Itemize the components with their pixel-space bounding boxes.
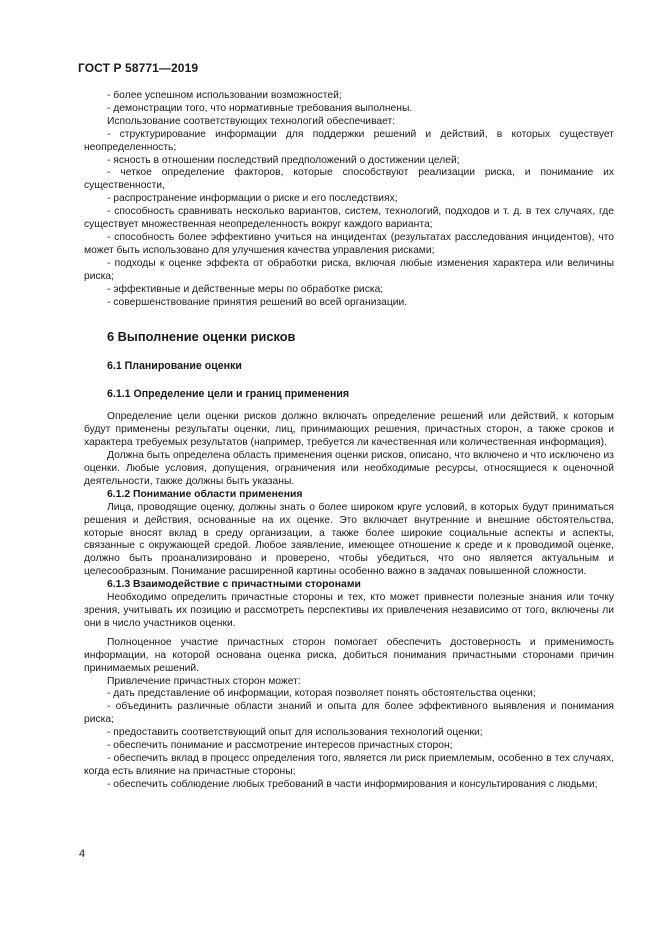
paragraph: Определение цели оценки рисков должно включать определение решений или действий, к которым будут применены результаты оценки, лиц, принимающих решения, причастных сторон, а также сроков и характера требуемых результатов (например, требуется ли качественная или количественная информация). — [84, 411, 614, 449]
standard-id: ГОСТ Р 58771—2019 — [78, 61, 199, 75]
list-item: - демонстрации того, что нормативные требования выполнены. — [107, 102, 413, 114]
subsubsection-title: 6.1.2 Понимание области применения — [107, 488, 303, 500]
subsubsection-title: 6.1.1 Определение цели и границ применения — [107, 388, 350, 401]
section-title: 6 Выполнение оценки рисков — [107, 329, 296, 345]
page-content — [84, 90, 614, 792]
list-item: - совершенствование принятия решений во всей организации. — [107, 296, 408, 308]
list-item: - эффективные и действенные меры по обработке риска; — [107, 283, 384, 295]
subsection-title: 6.1 Планирование оценки — [107, 360, 242, 373]
list-item: - более успешном использовании возможностей; — [107, 90, 342, 101]
paragraph: Привлечение причастных сторон может: — [107, 675, 301, 687]
paragraph: Необходимо определить причастные стороны и тех, кто может привнести полезные знания или точку зрения, учитывать их позицию и рассмотреть перспективы их привлечения независимо от того, включены ли они в число участников оценки. — [84, 592, 614, 629]
page-number: 4 — [79, 848, 86, 860]
paragraph: Использование соответствующих технологий обеспечивает: — [107, 115, 396, 127]
list-item: - структурирование информации для поддержки решений и действий, в которых существует неопределенность; — [84, 128, 614, 153]
list-item: - подходы к оценке эффекта от обработки риска, включая любые изменения характера или величины риска; — [84, 257, 614, 282]
list-item: - объединить различные области знаний и опыта для более эффективного выявления и понимания риска; — [84, 701, 614, 726]
list-item: - обеспечить соблюдение любых требований в части информирования и консультирования с людьми; — [107, 778, 598, 790]
list-item: - способность сравнивать несколько вариантов, систем, технологий, подходов и т. д. в тех случаях, где существует множественная неопределенность вокруг каждого варианта; — [84, 206, 614, 231]
list-item: - обеспечить понимание и рассмотрение интересов причастных сторон; — [107, 740, 453, 752]
paragraph: Лица, проводящие оценку, должны знать о более широком круге условий, в которых будут приниматься решения и действия, основанные на их оценке. Это включает внутренние и внешние обстоятельства, которые вносят вклад в среду организации, а также более широкие социальные аспекты и аспекты, связанные с окружающей средой. Любое заявление, имеющее отношение к среде и к проводимой оценке, должно быть проанализировано и проверено, чтобы убедиться, что оно является актуальным и целесообразным. Понимание расширенной картины особенно важно в задачах повышенной сложности. — [84, 501, 614, 578]
subsubsection-title: 6.1.3 Взаимодействие с причастными сторонами — [107, 579, 361, 591]
list-item: - дать представление об информации, которая позволяет понять обстоятельства оценки; — [107, 688, 536, 700]
paragraph: Полноценное участие причастных сторон помогает обеспечить достоверность и применимость информации, на которой основана оценка риска, добиться понимания причастными сторонами причин принимаемых решений. — [84, 636, 614, 674]
list-item: - предоставить соответствующий опыт для использования технологий оценки; — [107, 727, 483, 739]
list-item: - способность более эффективно учиться на инцидентах (результатах расследования инцидентов), что может быть использовано для улучшения качества управления рисками; — [84, 231, 614, 256]
list-item: - ясность в отношении последствий предположений о достижении целей; — [107, 154, 460, 166]
paragraph: Должна быть определена область применения оценки рисков, описано, что включено и что исключено из оценки. Любые условия, допущения, ограничения или необходимые ресурсы, относящиеся к оценочной деятельности, также должны быть указаны. — [84, 450, 614, 487]
list-item: - четкое определение факторов, которые способствуют реализации риска, и понимание их существенности, — [84, 167, 614, 192]
list-item: - распространение информации о риске и его последствиях; — [107, 193, 398, 205]
list-item: - обеспечить вклад в процесс определения того, является ли риск приемлемым, особенно в тех случаях, когда есть влияние на причастные стороны; — [84, 752, 614, 777]
